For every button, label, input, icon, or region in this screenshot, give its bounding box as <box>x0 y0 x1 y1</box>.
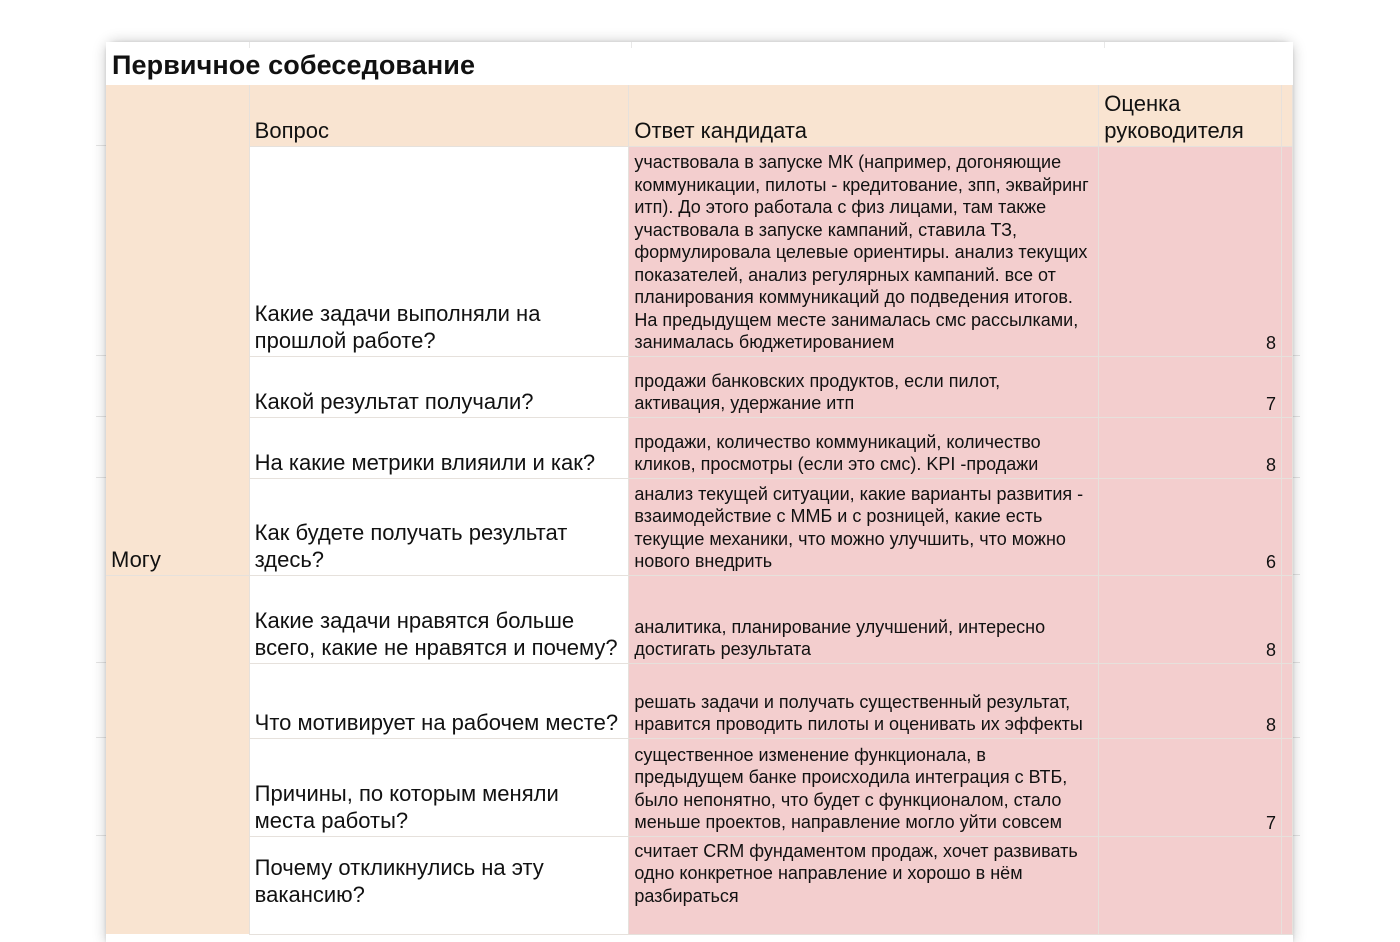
overflow-column-cell[interactable] <box>1281 836 1292 934</box>
answer-cell[interactable] <box>629 738 1099 836</box>
answer-text: существенное изменение функционала, в предыдущем банке происходила интеграция с ВТБ, было непонятно, что будет с функционалом, стало меньше проектов, направление могло уйти совсем <box>634 744 1068 832</box>
question-cell[interactable] <box>249 146 629 356</box>
score-cell[interactable] <box>1099 417 1282 478</box>
answer-cell[interactable] <box>629 663 1099 738</box>
answer-text: решать задачи и получать существенный результат, нравится проводить пилоты и оценивать их эффекты <box>634 691 1083 734</box>
table-row <box>106 417 1293 478</box>
category-cell[interactable] <box>106 85 249 575</box>
question-cell[interactable] <box>249 738 629 836</box>
table-row <box>106 356 1293 417</box>
gridline-tick <box>1293 477 1300 478</box>
header-question: Вопрос <box>254 117 329 143</box>
table-row <box>106 738 1293 836</box>
gridline-tick <box>1293 355 1300 356</box>
question-cell[interactable] <box>249 417 629 478</box>
overflow-column-cell[interactable] <box>1281 738 1292 836</box>
answer-text: аналитика, планирование улучшений, интересно достигать результата <box>634 616 1046 659</box>
score-value: 8 <box>1265 454 1276 475</box>
score-cell[interactable] <box>1099 146 1282 356</box>
gridline-tick <box>1293 416 1300 417</box>
question-text: Какие задачи нравятся больше всего, какие не нравятся и почему? <box>254 607 618 660</box>
score-cell[interactable] <box>1099 663 1282 738</box>
gridline-tick <box>96 737 106 738</box>
gridline-tick <box>1293 835 1300 836</box>
answer-text: считает CRM фундаментом продаж, хочет развивать одно конкретное направление и хорошо в нём разбираться <box>634 840 1078 906</box>
question-text: Какие задачи выполняли на прошлой работе? <box>254 300 541 353</box>
answer-cell[interactable] <box>629 836 1099 934</box>
title-row[interactable] <box>106 42 1293 86</box>
table-row <box>106 663 1293 738</box>
question-cell[interactable] <box>249 478 629 575</box>
gridline-tick <box>96 477 106 478</box>
gridline-tick <box>1293 737 1300 738</box>
gridline-tick <box>96 145 106 146</box>
sheet-title: Первичное собеседование <box>112 50 476 80</box>
overflow-column-cell[interactable] <box>1281 663 1292 738</box>
column-divider <box>631 42 632 48</box>
answer-text: анализ текущей ситуации, какие варианты развития - взаимодействие с ММБ и с розницей, какие есть текущие механики, что можно улучшить, что можно нового внедрить <box>634 483 1084 571</box>
question-cell[interactable] <box>249 836 629 934</box>
overflow-column-cell[interactable] <box>1281 85 1292 146</box>
question-text: Что мотивирует на рабочем месте? <box>254 709 619 735</box>
table-row <box>106 836 1293 934</box>
header-answer: Ответ кандидата <box>634 117 807 143</box>
gridline-tick <box>1293 662 1300 663</box>
column-divider <box>249 42 250 48</box>
category-label: Могу <box>111 546 161 572</box>
overflow-column-cell[interactable] <box>1281 575 1292 663</box>
answer-text: продажи, количество коммуникаций, количество кликов, просмотры (если это смс). KPI -продажи <box>634 431 1041 474</box>
table-row <box>106 478 1293 575</box>
question-text: Причины, по которым меняли места работы? <box>254 780 559 833</box>
score-cell[interactable] <box>1099 356 1282 417</box>
score-cell[interactable] <box>1099 575 1282 663</box>
score-value: 8 <box>1265 714 1276 735</box>
header-score: Оценка руководителя <box>1104 90 1244 143</box>
gridline-tick <box>96 835 106 836</box>
overflow-column-cell[interactable] <box>1281 417 1292 478</box>
header-answer-cell[interactable] <box>629 85 1099 146</box>
score-value: 8 <box>1265 332 1276 353</box>
question-text: Какой результат получали? <box>254 388 534 414</box>
header-row <box>106 85 1293 146</box>
overflow-column-cell[interactable] <box>1281 356 1292 417</box>
table-row <box>106 146 1293 356</box>
score-value: 7 <box>1265 812 1276 833</box>
overflow-column-cell[interactable] <box>1281 478 1292 575</box>
question-cell[interactable] <box>249 575 629 663</box>
question-text: На какие метрики влияили и как? <box>254 449 596 475</box>
interview-table <box>106 85 1293 935</box>
answer-cell[interactable] <box>629 575 1099 663</box>
score-value: 7 <box>1265 393 1276 414</box>
score-cell[interactable] <box>1099 836 1282 934</box>
answer-cell[interactable] <box>629 356 1099 417</box>
score-cell[interactable] <box>1099 738 1282 836</box>
answer-cell[interactable] <box>629 417 1099 478</box>
answer-cell[interactable] <box>629 478 1099 575</box>
question-text: Как будете получать результат здесь? <box>254 519 568 572</box>
question-cell[interactable] <box>249 356 629 417</box>
answer-text: участвовала в запуске МК (например, догоняющие коммуникации, пилоты - кредитование, зпп, эквайринг итп). До этого работала с физ лицами, там также участвовала в запуске кампаний, ставила ТЗ, формулировала целевые ориентиры. анализ текущих показателей, анализ регулярных кампаний. все от планирования коммуникаций до подведения итогов. На предыдущем месте занималась смс рассылками, занималась бюджетированием <box>634 152 1089 352</box>
category-cell[interactable] <box>106 575 249 934</box>
score-value: 8 <box>1265 639 1276 660</box>
spreadsheet-window <box>106 42 1293 942</box>
gridline-tick <box>1293 574 1300 575</box>
header-score-cell[interactable] <box>1099 85 1282 146</box>
gridline-tick <box>96 662 106 663</box>
score-value: 6 <box>1265 551 1276 572</box>
table-row <box>106 575 1293 663</box>
answer-text: продажи банковских продуктов, если пилот, активация, удержание итп <box>634 370 1001 413</box>
question-text: Почему откликнулись на эту вакансию? <box>254 854 544 907</box>
question-cell[interactable] <box>249 663 629 738</box>
overflow-column-cell[interactable] <box>1281 146 1292 356</box>
gridline-tick <box>96 416 106 417</box>
answer-cell[interactable] <box>629 146 1099 356</box>
header-question-cell[interactable] <box>249 85 629 146</box>
score-cell[interactable] <box>1099 478 1282 575</box>
gridline-tick <box>96 355 106 356</box>
column-divider <box>1104 42 1105 48</box>
